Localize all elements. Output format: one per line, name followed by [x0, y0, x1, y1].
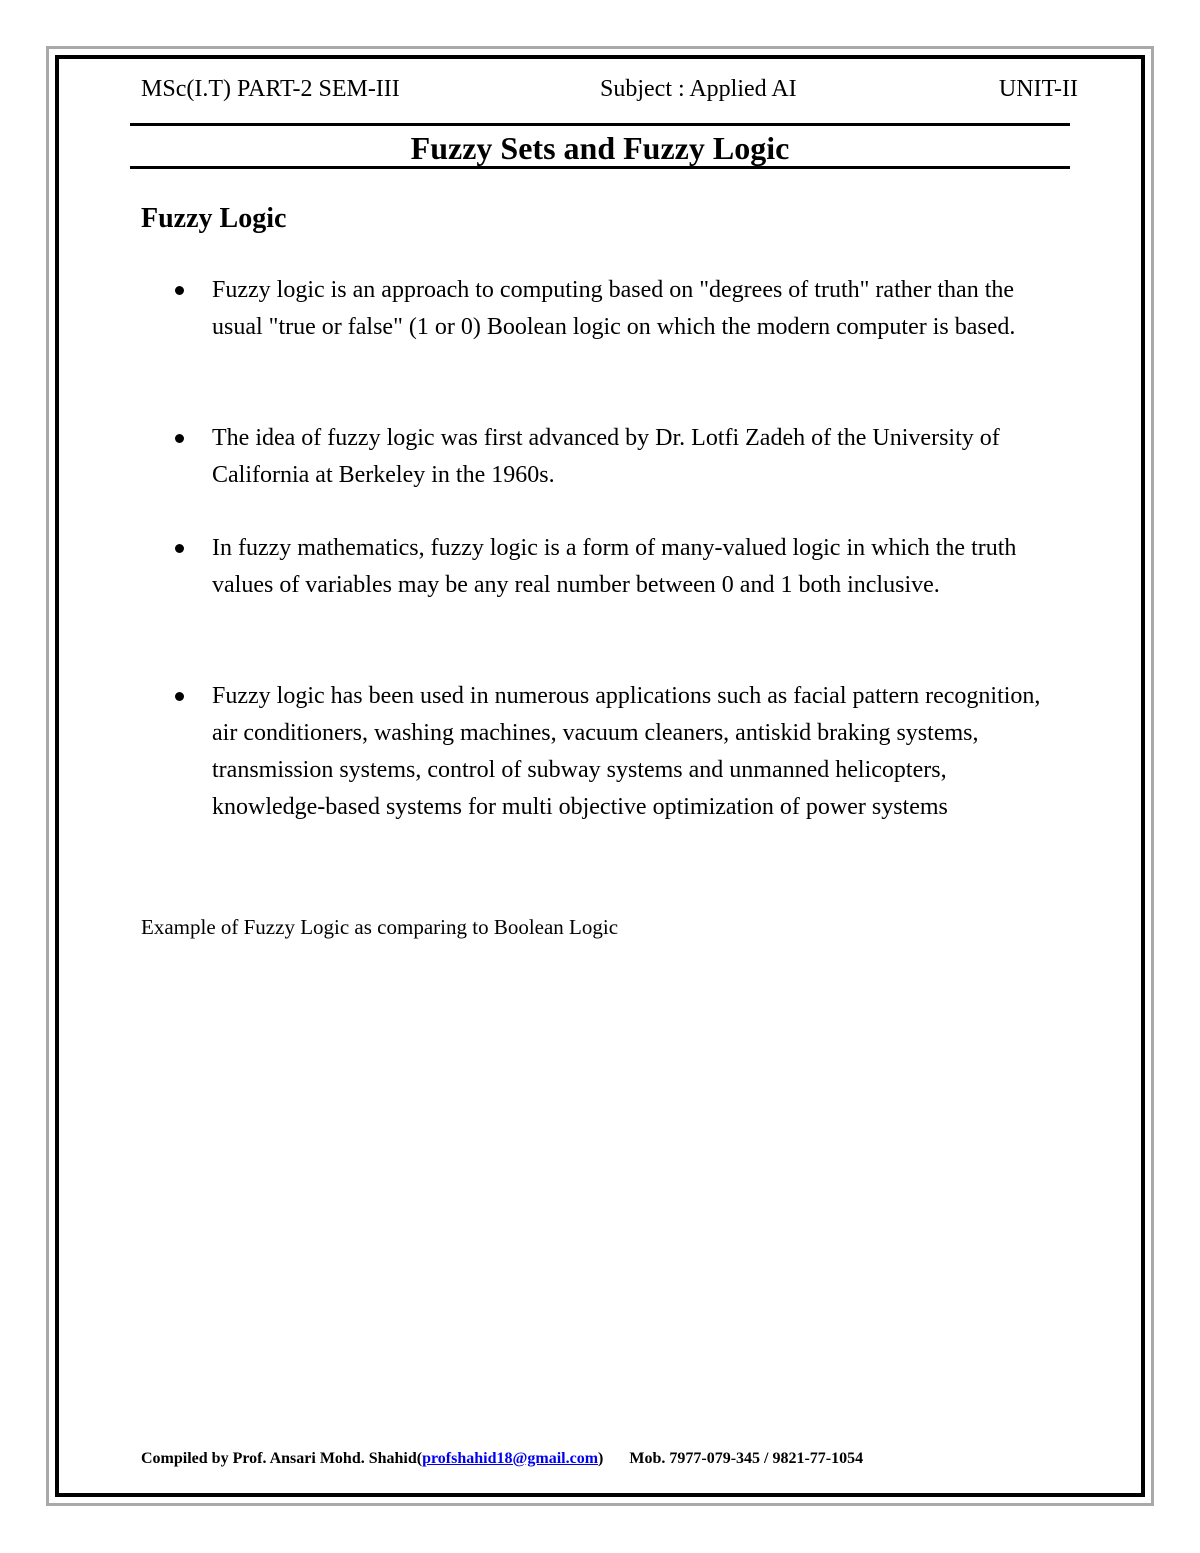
- header-subject: Subject : Applied AI: [600, 76, 797, 102]
- bullet-item: [212, 678, 1052, 826]
- example-caption: Example of Fuzzy Logic as comparing to Boolean Logic: [141, 915, 619, 939]
- title-rule-bottom: [130, 166, 1070, 169]
- title-rule-top: [130, 123, 1070, 126]
- footer-compiled-by: Compiled by Prof. Ansari Mohd. Shahid(: [141, 1450, 423, 1467]
- footer-email-link[interactable]: profshahid18@gmail.com: [422, 1450, 599, 1467]
- page-title: Fuzzy Sets and Fuzzy Logic: [410, 130, 790, 166]
- bullet-text: In fuzzy mathematics, fuzzy logic is a form of many-valued logic in which the truth values of variables may be any real number between 0 and 1 both inclusive.: [212, 535, 1017, 598]
- section-heading: Fuzzy Logic: [141, 203, 287, 234]
- header-course: MSc(I.T) PART-2 SEM-III: [141, 76, 400, 102]
- bullet-item: [212, 420, 1052, 494]
- footer-paren-close: ): [598, 1450, 604, 1467]
- bullet-item: [212, 530, 1052, 604]
- bullet-dot-icon: [175, 544, 184, 553]
- bullet-text: Fuzzy logic has been used in numerous applications such as facial pattern recognition, air conditioners, washing machines, vacuum cleaners, antiskid braking systems, transmission systems, control of subway systems and unmanned helicopters, knowledge-based systems for multi objective optimization of power systems: [212, 683, 1041, 820]
- header-unit: UNIT-II: [998, 76, 1078, 102]
- bullet-dot-icon: [175, 692, 184, 701]
- bullet-dot-icon: [175, 286, 184, 295]
- bullet-text: Fuzzy logic is an approach to computing based on "degrees of truth" rather than the usual "true or false" (1 or 0) Boolean logic on which the modern computer is based.: [212, 277, 1016, 340]
- bullet-text: The idea of fuzzy logic was first advanced by Dr. Lotfi Zadeh of the University of California at Berkeley in the 1960s.: [212, 425, 1000, 488]
- page-header: [0, 72, 1200, 106]
- page-footer: [141, 1447, 863, 1471]
- bullet-item: [212, 272, 1052, 346]
- footer-mobile: Mob. 7977-079-345 / 9821-77-1054: [629, 1450, 864, 1467]
- bullet-dot-icon: [175, 434, 184, 443]
